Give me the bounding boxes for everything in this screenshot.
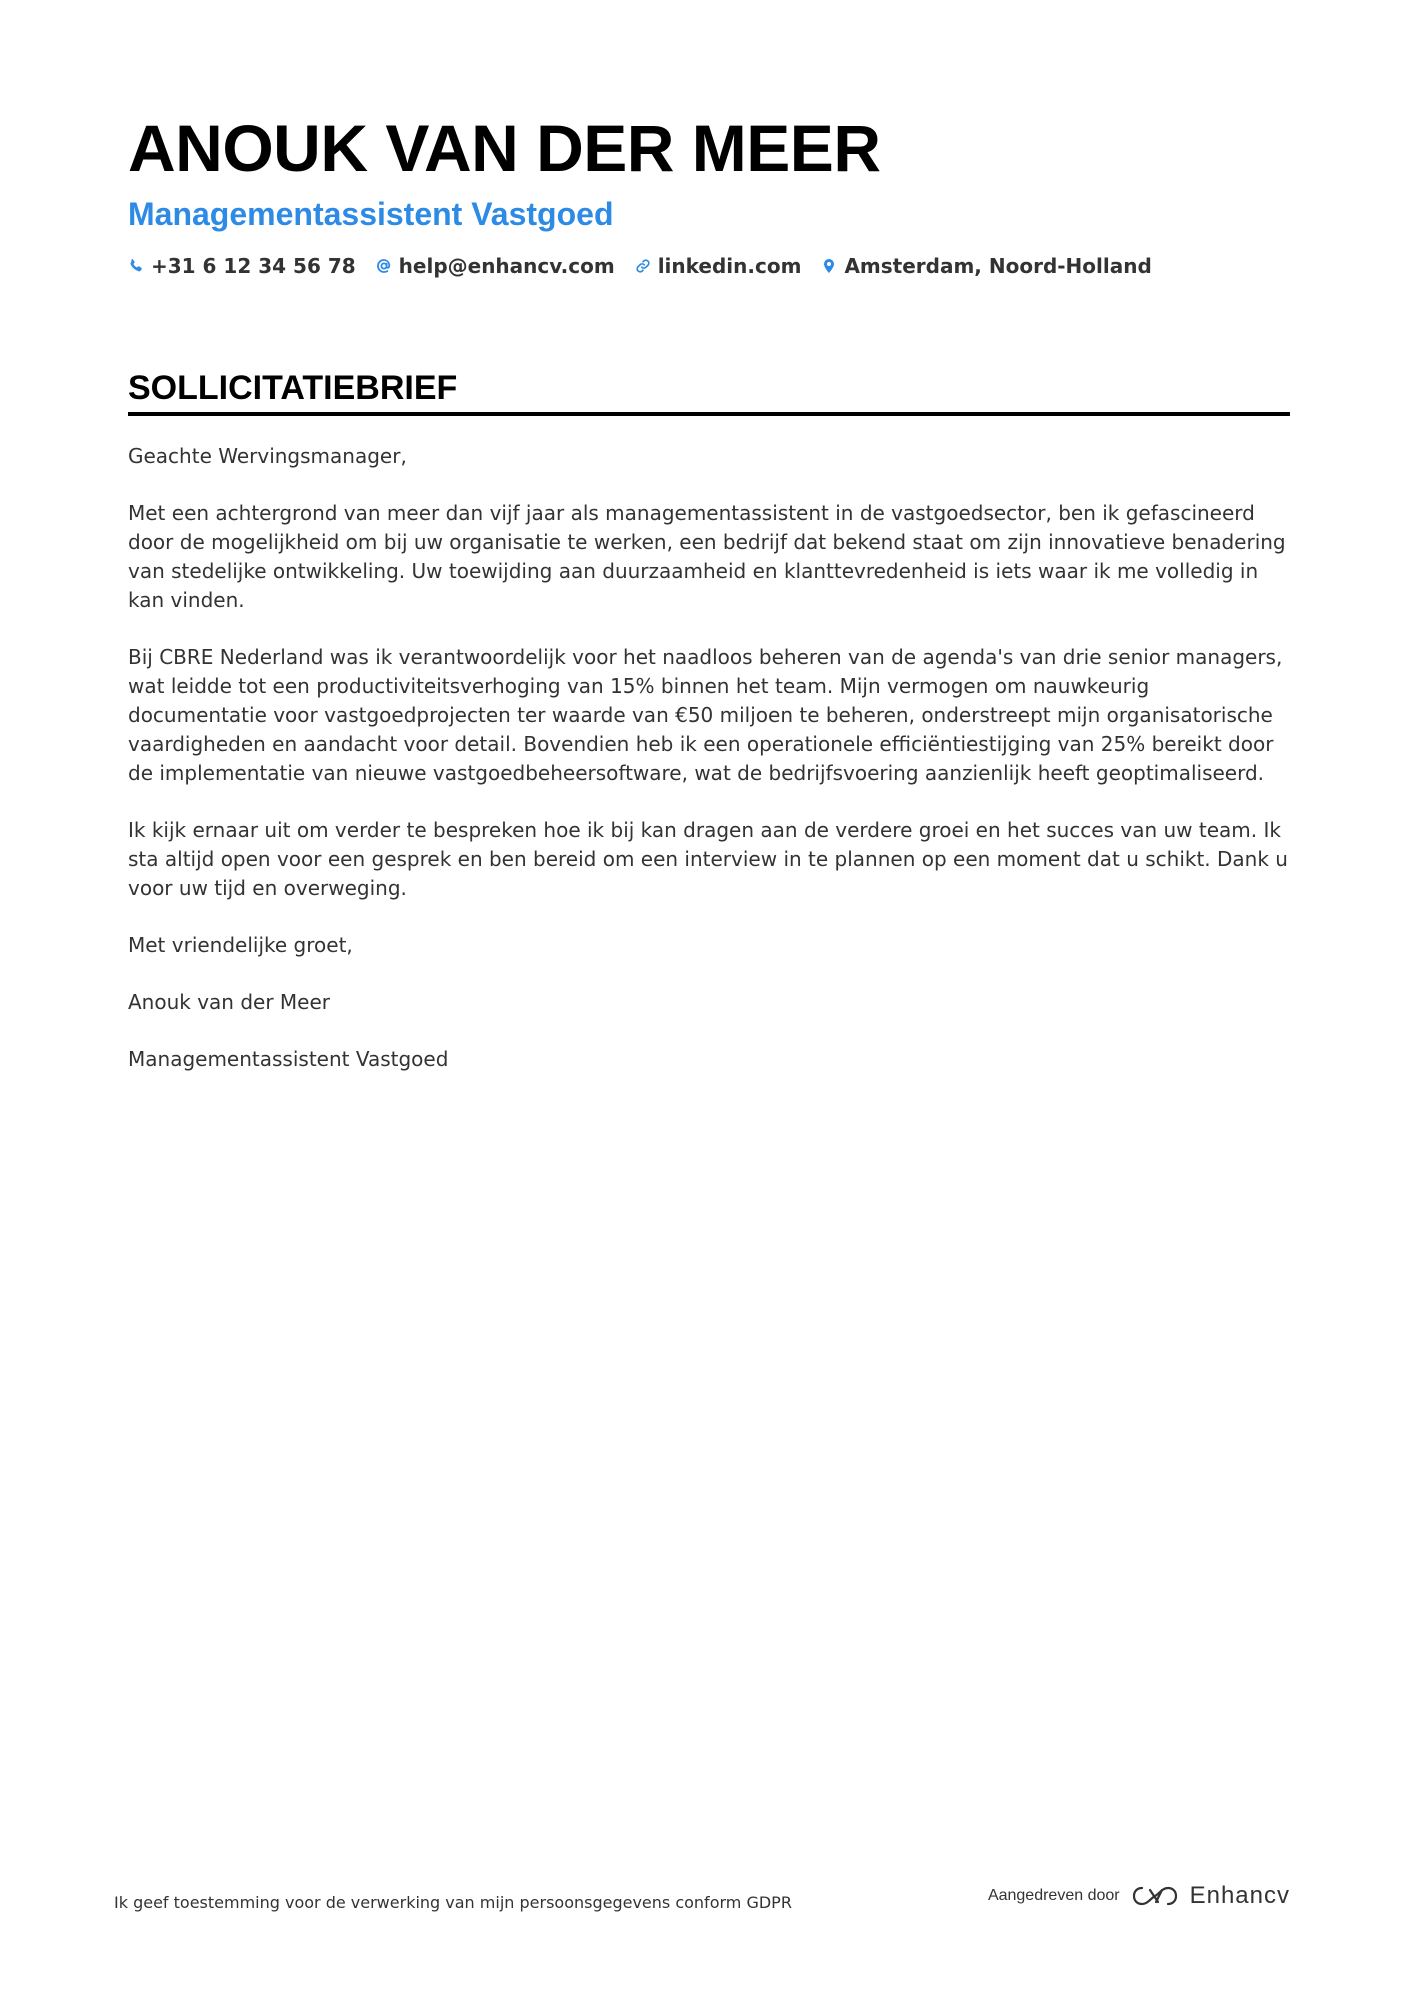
letter-paragraph: Bij CBRE Nederland was ik verantwoordelijk voor het naadloos beheren van de agenda's van drie senior managers, wat leidde tot een productiviteitsverhoging van 15% binnen het team. Mijn vermogen om nauwkeurig documentatie voor vastgoedprojecten ter waarde van €50 miljoen te beheren, onderstreept mijn organisatorische vaardigheden en aandacht voor detail. Bovendien heb ik een operationele efficiëntiestijging van 25% bereikt door de implementatie van nieuwe vastgoedbeheersoftware, wat de bedrijfsvoering aanzienlijk heeft geoptimaliseerd. (128, 645, 1283, 785)
linkedin-url: linkedin.com (657, 254, 802, 278)
contact-info (128, 254, 1290, 278)
at-icon (376, 258, 392, 274)
letter-paragraph: Ik kijk ernaar uit om verder te bespreken hoe ik bij kan dragen aan de verdere groei en het succes van uw team. Ik sta altijd open voor een gesprek en ben bereid om een interview in te plannen op een moment dat u schikt. Dank u voor uw tijd en overweging. (128, 818, 1288, 900)
letter-header (128, 110, 1290, 278)
phone-icon (128, 258, 144, 274)
section-title: SOLLICITATIEBRIEF (128, 368, 1290, 416)
location-pin-icon (821, 258, 837, 274)
contact-location (821, 254, 1151, 278)
phone-number: +31 6 12 34 56 78 (151, 254, 356, 278)
letter-closing: Met vriendelijke groet, (128, 933, 353, 957)
letter-paragraph: Met een achtergrond van meer dan vijf jaar als managementassistent in de vastgoedsector, ben ik gefascineerd door de mogelijkheid om bij uw organisatie te werken, een bedrijf dat bekend staat om zijn innovatieve benadering van stedelijke ontwikkeling. Uw toewijding aan duurzaamheid en klanttevredenheid is iets waar ik me volledig in kan vinden. (128, 501, 1286, 612)
letter-body (128, 442, 1290, 1102)
email-address: help@enhancv.com (398, 254, 615, 278)
contact-email (376, 254, 615, 278)
signature-name: Anouk van der Meer (128, 990, 331, 1014)
applicant-name: ANOUK VAN DER MEER (128, 111, 881, 185)
letter-greeting: Geachte Wervingsmanager, (128, 444, 407, 468)
enhancv-logo-icon (1132, 1884, 1178, 1908)
link-icon (635, 258, 651, 274)
brand-name: Enhancv (1189, 1882, 1290, 1909)
powered-by-label: Aangedreven door (987, 1887, 1120, 1904)
applicant-role: Managementassistent Vastgoed (128, 196, 614, 232)
powered-by[interactable] (988, 1882, 1290, 1910)
contact-phone (128, 254, 356, 278)
gdpr-consent: Ik geef toestemming voor de verwerking van mijn persoonsgegevens conform GDPR (114, 1893, 792, 1912)
signature-title: Managementassistent Vastgoed (128, 1047, 449, 1071)
location: Amsterdam, Noord-Holland (844, 254, 1152, 278)
contact-linkedin (635, 254, 802, 278)
